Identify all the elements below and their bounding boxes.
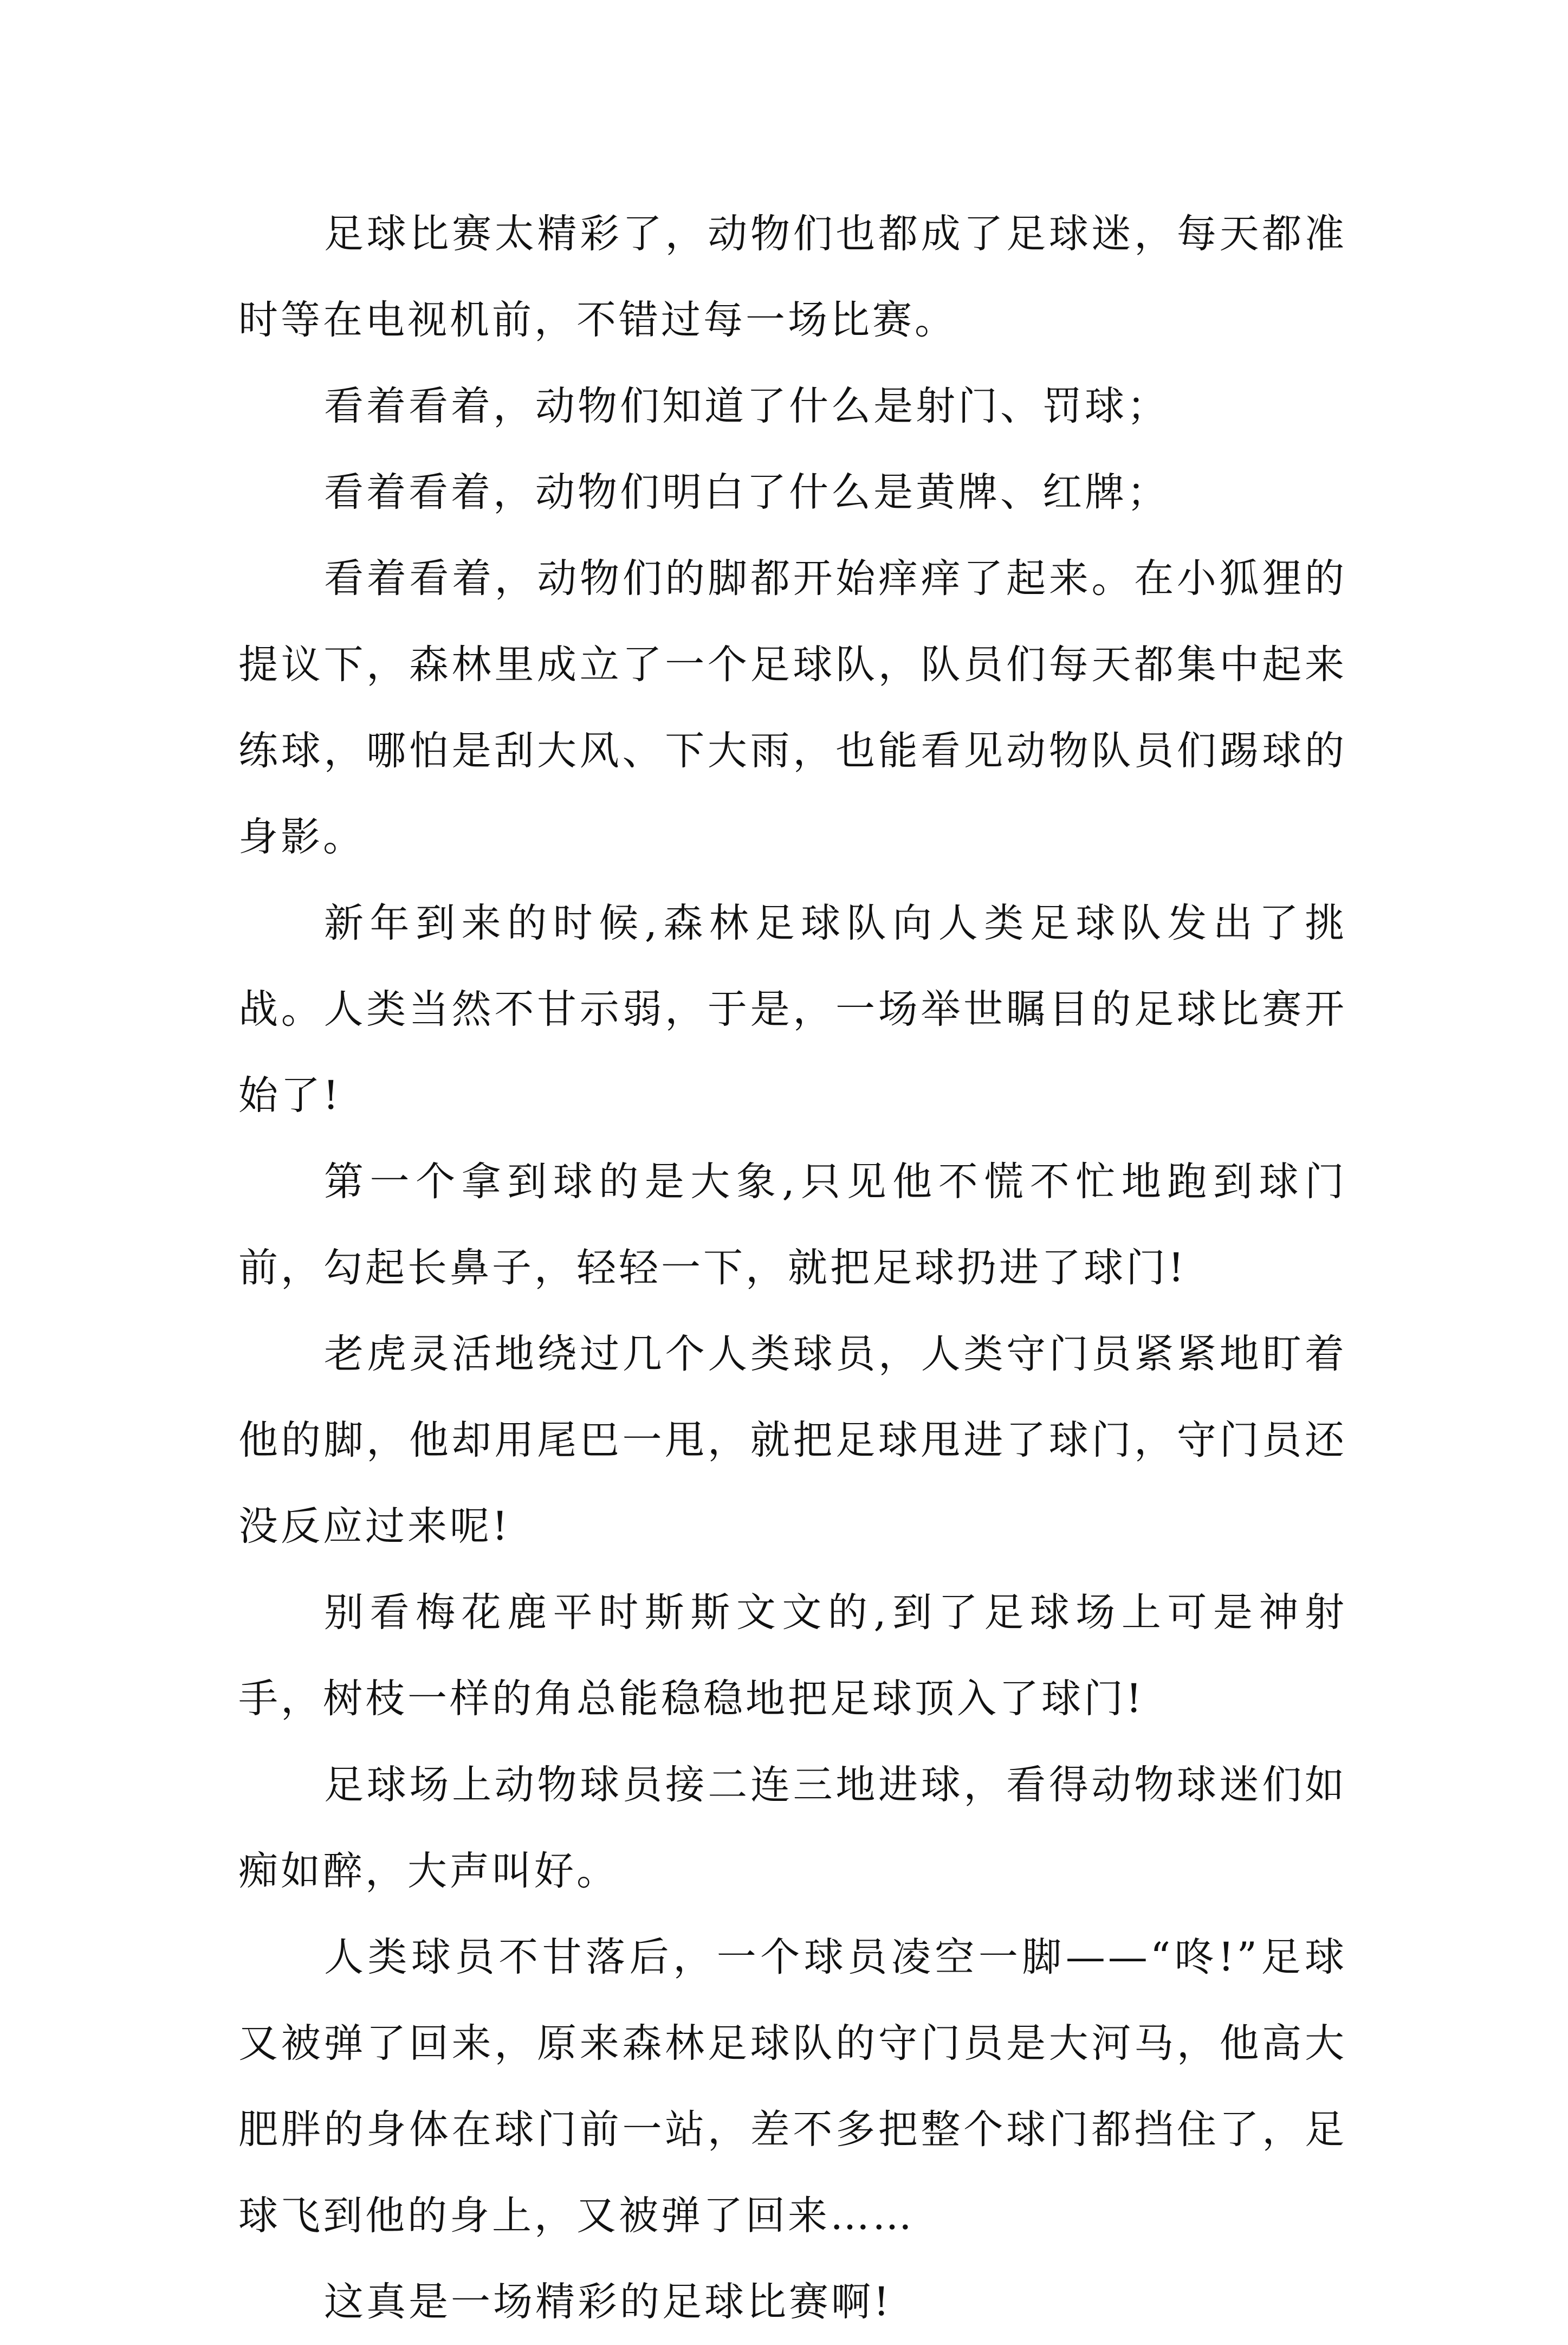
- paragraph-3: 看着看着，动物们明白了什么是黄牌、红牌；: [324, 469, 1169, 515]
- paragraph-7: 老虎灵活地绕过几个人类球员，人类守门员紧紧地盯着他的脚，他却用尾巴一甩，就把足球甩进了球门，守门员还没反应过来呢!: [238, 1331, 1347, 1549]
- story-text: [238, 191, 1347, 2345]
- paragraph-8: 别看梅花鹿平时斯斯文文的,到了足球场上可是神射手，树枝一样的角总能稳稳地把足球顶入了球门!: [238, 1590, 1347, 1722]
- paragraph-6: 第一个拿到球的是大象,只见他不慌不忙地跑到球门前，勾起长鼻子，轻轻一下，就把足球扔进了球门!: [238, 1159, 1347, 1291]
- paragraph-11: 这真是一场精彩的足球比赛啊!: [324, 2279, 892, 2325]
- paragraph-4: 看着看着，动物们的脚都开始痒痒了起来。在小狐狸的提议下，森林里成立了一个足球队，队员们每天都集中起来练球，哪怕是刮大风、下大雨，也能看见动物队员们踢球的身影。: [238, 555, 1347, 860]
- paragraph-9: 足球场上动物球员接二连三地进球，看得动物球迷们如痴如醉，大声叫好。: [238, 1762, 1347, 1894]
- paragraph-1: 足球比赛太精彩了，动物们也都成了足球迷，每天都准时等在电视机前，不错过每一场比赛。: [238, 211, 1347, 343]
- paragraph-10: 人类球员不甘落后，一个球员凌空一脚——“咚!”足球又被弹了回来，原来森林足球队的守门员是大河马，他高大肥胖的身体在球门前一站，差不多把整个球门都挡住了，足球飞到他的身上，又被弹了回来……: [238, 1934, 1347, 2239]
- paragraph-5: 新年到来的时候,森林足球队向人类足球队发出了挑战。人类当然不甘示弱，于是，一场举世瞩目的足球比赛开始了!: [238, 900, 1347, 1119]
- paragraph-2: 看着看着，动物们知道了什么是射门、罚球；: [324, 383, 1169, 429]
